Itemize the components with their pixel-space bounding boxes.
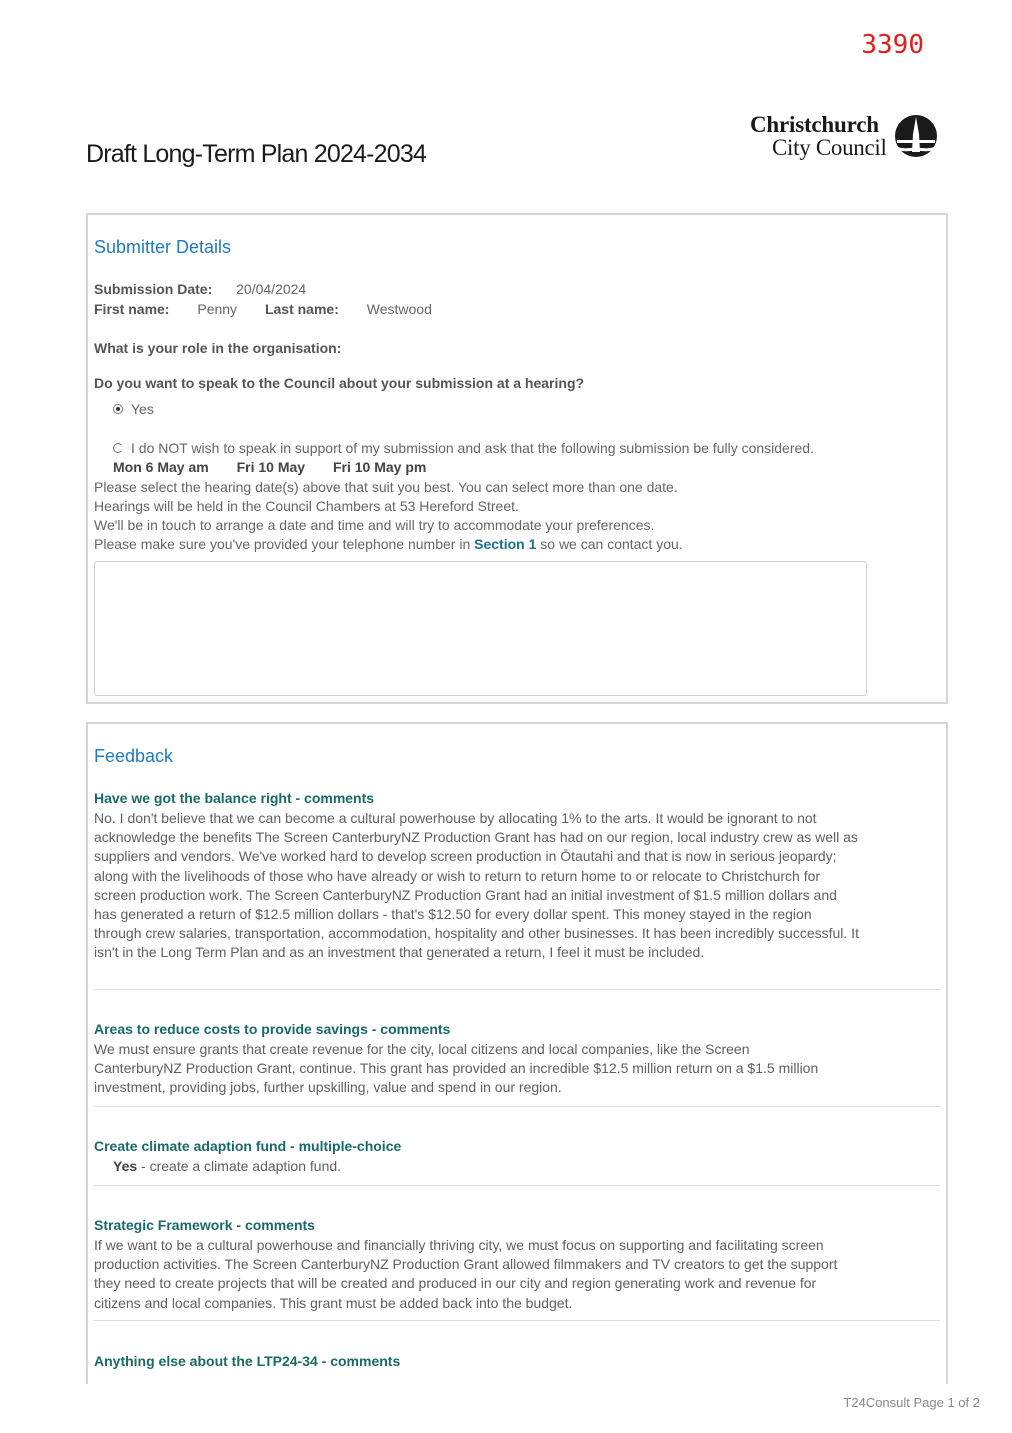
feedback-panel: [86, 722, 948, 1384]
choice-text: - create a climate adaption fund.: [137, 1158, 342, 1174]
feedback-heading: Feedback: [94, 746, 174, 766]
radio-selected-icon[interactable]: [113, 404, 123, 414]
submitter-details-heading: Submitter Details: [94, 237, 232, 257]
hearing-date: Fri 10 May pm: [332, 459, 427, 475]
name-row: [94, 301, 432, 317]
info-line: We'll be in touch to arrange a date and time and will try to accommodate your preferences.: [94, 517, 655, 533]
hearing-option-no[interactable]: [113, 440, 814, 456]
question-title: Create climate adaption fund - multiple-choice: [94, 1138, 402, 1154]
question-title: Areas to reduce costs to provide savings - comments: [94, 1021, 451, 1037]
divider: [94, 989, 940, 990]
divider: [94, 1106, 940, 1107]
last-name-value: Westwood: [366, 301, 432, 317]
submission-date-row: [94, 281, 306, 297]
question-answer: We must ensure grants that create revenue for the city, local citizens and local companies, like the Screen CanterburyNZ Production Grant, continue. This grant has provided an incredible $12.5 million return on a $1.5 million investment, providing jobs, further upskilling, value and spend in our region.: [94, 1041, 819, 1096]
question-title: Have we got the balance right - comments: [94, 790, 375, 806]
first-name-label: First name:: [94, 301, 170, 317]
hearing-date: Fri 10 May: [236, 459, 306, 475]
multiple-choice-answer: [113, 1158, 341, 1174]
contact-prefix: Please make sure you've provided your telephone number in: [94, 536, 475, 552]
submission-date-label: Submission Date:: [94, 281, 213, 297]
logo-line-1: Christchurch: [750, 112, 879, 137]
page-title: Draft Long-Term Plan 2024-2034: [86, 140, 427, 168]
option-yes-label: Yes: [131, 401, 154, 417]
choice-value: Yes: [113, 1158, 138, 1174]
hearing-question: Do you want to speak to the Council about your submission at a hearing?: [94, 375, 585, 391]
submission-date-value: 20/04/2024: [236, 281, 307, 297]
hearing-dates: [113, 459, 450, 475]
question-title: Anything else about the LTP24-34 - comments: [94, 1353, 401, 1369]
info-line: Please select the hearing date(s) above that suit you best. You can select more than one date.: [94, 479, 678, 495]
role-question: What is your role in the organisation:: [94, 340, 342, 356]
divider: [94, 1320, 940, 1321]
question-answer: No. I don't believe that we can become a cultural powerhouse by allocating 1% to the arts. It would be ignorant to not acknowledge the benefits The Screen CanterburyNZ Production Grant has had on our region, local industry crew as well as suppliers and vendors. We've worked hard to develop screen production in Ōtautahi and that is now in serious jeopardy; along with the livelihoods of those who have already or wish to return to return home to or relocate to Christchurch for screen production work. The Screen CanterburyNZ Production Grant had an initial investment of $1.5 million dollars and has generated a return of $12.5 million dollars - that's $12.50 for every dollar spent. This money stayed in the region through crew salaries, transportation, accommodation, hospitality and other businesses. It has been incredibly successful. It isn't in the Long Term Plan and as an investment that generated a return, I feel it must be included.: [94, 810, 859, 961]
contact-line: [94, 536, 683, 552]
hearing-comments-textbox[interactable]: [94, 561, 867, 696]
radio-unselected-icon[interactable]: [113, 443, 123, 453]
section-1-link[interactable]: Section 1: [474, 536, 537, 552]
council-logo: [748, 112, 943, 162]
page-number: 3390: [861, 30, 924, 60]
divider: [94, 1185, 940, 1186]
page-footer: T24Consult Page 1 of 2: [843, 1395, 980, 1410]
hearing-date: Mon 6 May am: [113, 459, 209, 475]
logo-line-2: City Council: [772, 135, 887, 160]
submitter-details-panel: [86, 213, 948, 704]
hearing-option-yes[interactable]: [113, 401, 154, 417]
contact-suffix: so we can contact you.: [536, 536, 683, 552]
question-answer: If we want to be a cultural powerhouse and financially thriving city, we must focus on supporting and facilitating screen production activities. The Screen CanterburyNZ Production Grant allowed filmmakers and TV creators to get the support they need to create projects that will be created and produced in our city and region generating work and revenue for citizens and local companies. This grant must be added back into the budget.: [94, 1237, 838, 1311]
last-name-label: Last name:: [264, 301, 339, 317]
cathedral-logo-icon: [892, 114, 940, 160]
question-title: Strategic Framework - comments: [94, 1217, 315, 1233]
first-name-value: Penny: [197, 301, 238, 317]
info-line: Hearings will be held in the Council Chambers at 53 Hereford Street.: [94, 498, 519, 514]
option-no-label: I do NOT wish to speak in support of my submission and ask that the following submission be fully considered.: [131, 440, 814, 456]
